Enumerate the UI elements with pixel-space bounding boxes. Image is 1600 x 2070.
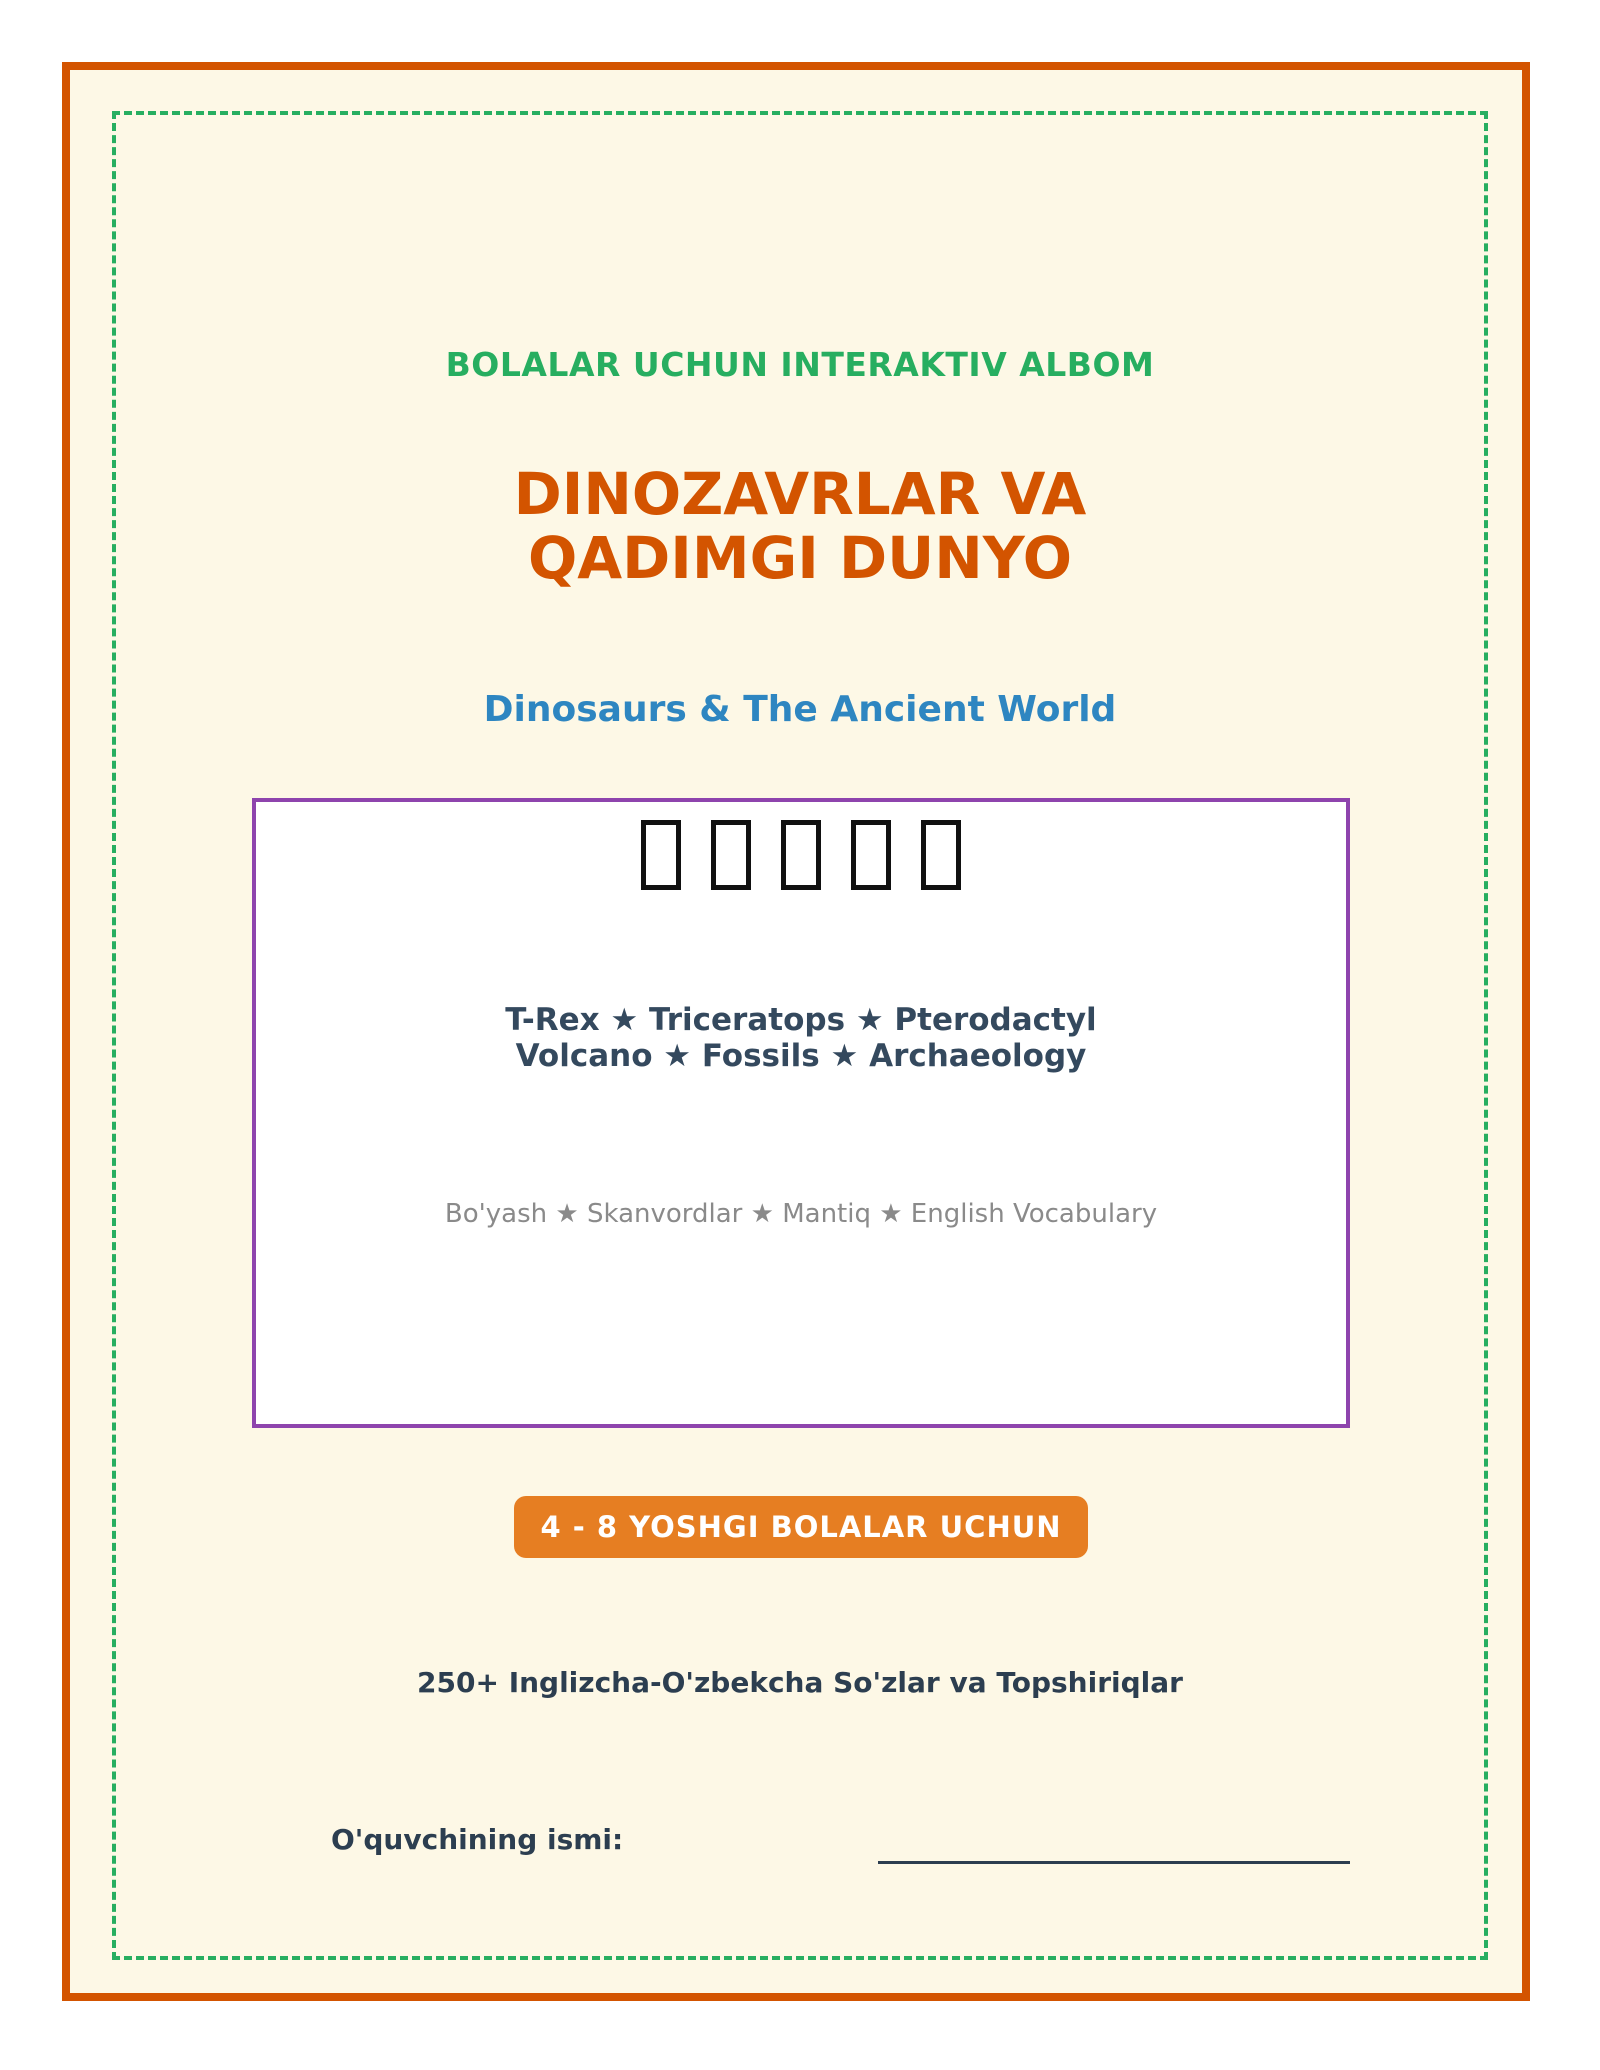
word-count-text: 250+ Inglizcha-O'zbekcha So'zlar va Topshiriqlar — [417, 1666, 1183, 1699]
missing-glyph-icon — [921, 820, 961, 890]
age-badge: 4 - 8 YOSHGI BOLALAR UCHUN — [514, 1496, 1088, 1558]
emoji-glyph-row — [256, 820, 1346, 890]
topics-line-2: Volcano ★ Fossils ★ Archaeology — [515, 1038, 1087, 1074]
missing-glyph-icon — [711, 820, 751, 890]
cover-kicker: BOLALAR UCHUN INTERAKTIV ALBOM — [445, 345, 1155, 384]
cover-title-line-2: QADIMGI DUNYO — [527, 524, 1073, 592]
activities-list: Bo'yash ★ Skanvordlar ★ Mantiq ★ English Vocabulary — [444, 1199, 1158, 1229]
cover-subtitle: Dinosaurs & The Ancient World — [483, 689, 1117, 730]
topics-list — [256, 1002, 1346, 1074]
topics-panel — [252, 798, 1350, 1428]
student-name-label: O'quvchining ismi: — [331, 1823, 624, 1856]
cover-title-line-1: DINOZAVRLAR VA — [513, 460, 1087, 528]
cover-title — [0, 462, 1600, 590]
missing-glyph-icon — [851, 820, 891, 890]
student-name-line — [878, 1861, 1350, 1864]
topics-line-1: T-Rex ★ Triceratops ★ Pterodactyl — [505, 1002, 1097, 1038]
missing-glyph-icon — [641, 820, 681, 890]
missing-glyph-icon — [781, 820, 821, 890]
